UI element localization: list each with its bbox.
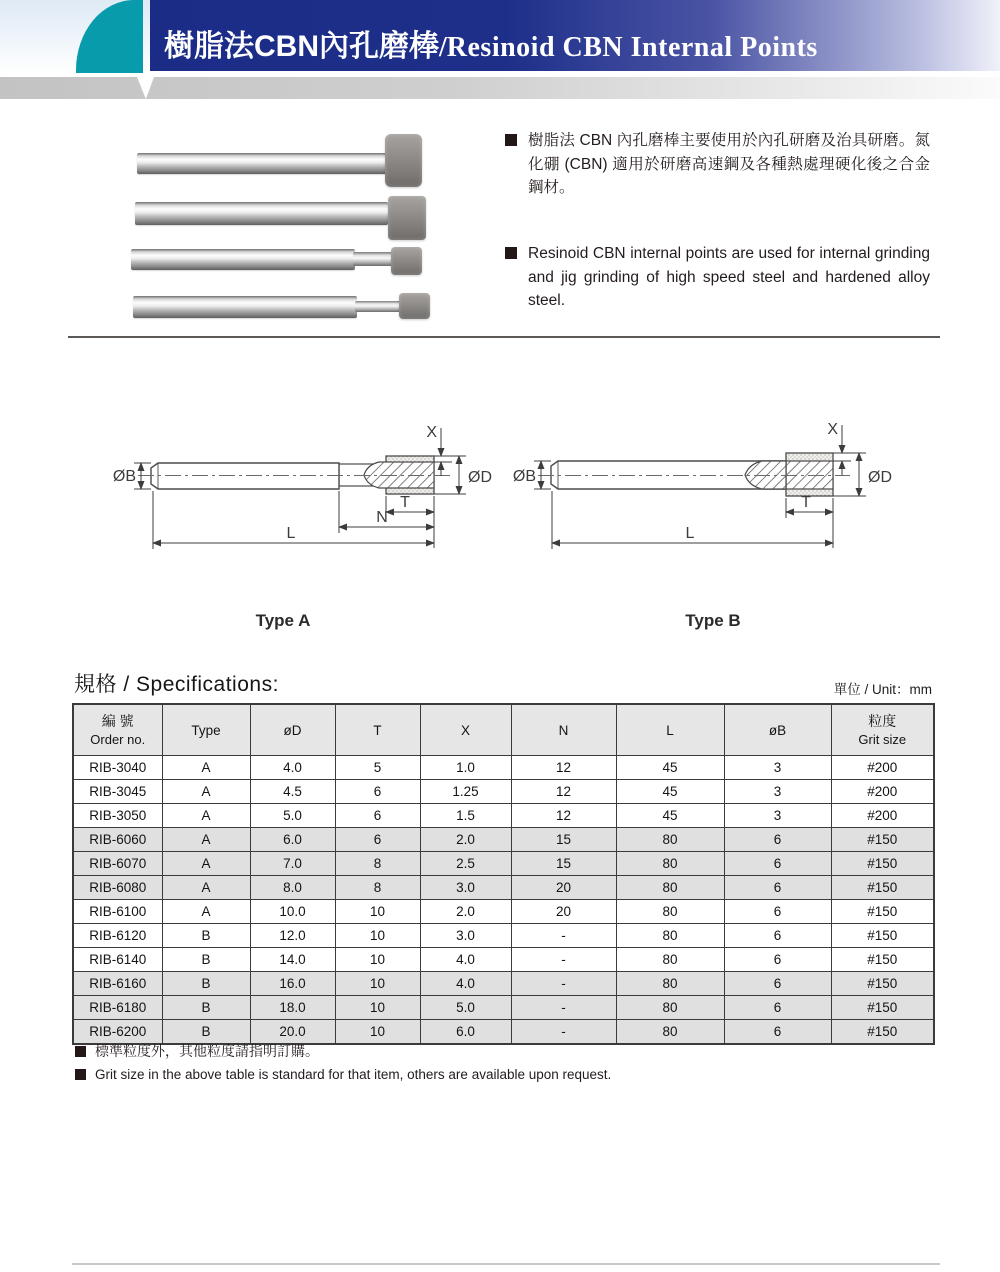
table-cell-x: 5.0 [420, 996, 511, 1020]
bullet-square-icon [75, 1069, 86, 1080]
specs-table-body [73, 756, 934, 1045]
table-cell-type: B [162, 972, 250, 996]
table-cell-d: 6.0 [250, 828, 335, 852]
specifications-heading [74, 668, 279, 698]
column-header-grit-zh: 粒度 [868, 712, 897, 729]
table-cell-b: 3 [724, 780, 831, 804]
table-row [73, 924, 934, 948]
table-cell-l: 80 [616, 948, 724, 972]
table-cell-grit: #150 [831, 852, 934, 876]
intro-paragraph-zh: 樹脂法 CBN 內孔磨棒主要使用於內孔研磨及治具研磨。氮化硼 (CBN) 適用於研磨高速鋼及各種熱處理硬化後之合金鋼材。 [528, 132, 930, 197]
table-cell-type: B [162, 1020, 250, 1045]
tool-1-grinding-head [385, 134, 422, 187]
table-cell-x: 4.0 [420, 948, 511, 972]
table-cell-t: 8 [335, 852, 420, 876]
table-cell-grit: #150 [831, 900, 934, 924]
type-a-diagram [113, 424, 492, 630]
table-cell-type: A [162, 804, 250, 828]
table-cell-type: B [162, 924, 250, 948]
tool-3-neck [353, 252, 393, 266]
column-header-grit-size [831, 704, 934, 756]
column-header-order-no-zh: 編 號 [101, 712, 134, 729]
table-cell-t: 10 [335, 948, 420, 972]
table-cell-grit: #150 [831, 828, 934, 852]
table-cell-n: 15 [511, 828, 616, 852]
table-cell-d: 14.0 [250, 948, 335, 972]
table-cell-n: 12 [511, 756, 616, 780]
table-cell-l: 80 [616, 1020, 724, 1045]
table-cell-b: 6 [724, 1020, 831, 1045]
table-cell-order: RIB-6070 [73, 852, 162, 876]
table-cell-grit: #150 [831, 948, 934, 972]
dim-label-b-t: T [801, 494, 811, 511]
table-cell-n: 12 [511, 804, 616, 828]
title-banner [150, 0, 1000, 71]
table-cell-order: RIB-6100 [73, 900, 162, 924]
table-cell-l: 80 [616, 828, 724, 852]
tool-3-grinding-head [391, 247, 422, 275]
table-cell-n: 20 [511, 900, 616, 924]
table-row [73, 852, 934, 876]
dim-label-b-d: ØD [868, 469, 892, 486]
table-cell-order: RIB-6200 [73, 1020, 162, 1045]
table-cell-t: 6 [335, 780, 420, 804]
intro-paragraph-en: Resinoid CBN internal points are used for internal grinding and jig grinding of high speed steel and hardened alloy steel. [528, 245, 930, 310]
table-cell-type: A [162, 852, 250, 876]
bullet-square-icon [505, 134, 517, 146]
table-cell-l: 45 [616, 780, 724, 804]
table-cell-l: 80 [616, 924, 724, 948]
table-cell-grit: #200 [831, 756, 934, 780]
table-row [73, 780, 934, 804]
table-cell-l: 80 [616, 996, 724, 1020]
table-cell-t: 10 [335, 924, 420, 948]
specifications-heading-zh: 規格 [74, 673, 117, 696]
table-cell-grit: #150 [831, 876, 934, 900]
table-cell-x: 4.0 [420, 972, 511, 996]
type-a-caption: Type A [255, 611, 311, 630]
table-cell-d: 4.5 [250, 780, 335, 804]
table-row [73, 996, 934, 1020]
table-cell-d: 10.0 [250, 900, 335, 924]
bullet-square-icon [75, 1046, 86, 1057]
table-cell-n: - [511, 1020, 616, 1045]
table-cell-d: 7.0 [250, 852, 335, 876]
column-header-d: øD [250, 704, 335, 756]
dim-label-a-l: L [286, 525, 296, 542]
table-cell-type: B [162, 948, 250, 972]
table-cell-t: 8 [335, 876, 420, 900]
dim-label-b-l: L [685, 525, 695, 542]
footnote-en-text: Grit size in the above table is standard for that item, others are available upon request. [95, 1067, 612, 1082]
table-cell-grit: #150 [831, 972, 934, 996]
table-header-row [73, 704, 934, 756]
column-header-b: øB [724, 704, 831, 756]
table-cell-order: RIB-6180 [73, 996, 162, 1020]
column-header-t: T [335, 704, 420, 756]
table-cell-type: A [162, 876, 250, 900]
table-row [73, 804, 934, 828]
section-divider-line [68, 336, 940, 338]
table-cell-grit: #150 [831, 1020, 934, 1045]
table-cell-d: 20.0 [250, 1020, 335, 1045]
bottom-rule [72, 1263, 940, 1265]
table-cell-l: 80 [616, 852, 724, 876]
table-cell-b: 6 [724, 828, 831, 852]
table-cell-n: 20 [511, 876, 616, 900]
table-cell-grit: #200 [831, 780, 934, 804]
table-cell-order: RIB-6120 [73, 924, 162, 948]
table-row [73, 828, 934, 852]
table-cell-n: 12 [511, 780, 616, 804]
table-cell-type: A [162, 780, 250, 804]
column-header-order-no [73, 704, 162, 756]
table-cell-l: 45 [616, 804, 724, 828]
table-cell-b: 6 [724, 852, 831, 876]
type-b-diagram [513, 421, 892, 630]
table-cell-t: 10 [335, 900, 420, 924]
table-cell-grit: #200 [831, 804, 934, 828]
table-cell-x: 1.5 [420, 804, 511, 828]
table-cell-b: 6 [724, 924, 831, 948]
tool-4-grinding-head [399, 293, 430, 319]
dimension-diagrams [0, 390, 1000, 640]
table-cell-t: 6 [335, 804, 420, 828]
dim-label-b-x: X [827, 421, 838, 438]
table-cell-d: 4.0 [250, 756, 335, 780]
table-cell-type: A [162, 900, 250, 924]
dim-label-a-t: T [400, 494, 410, 511]
table-cell-n: - [511, 996, 616, 1020]
column-header-x: X [420, 704, 511, 756]
table-cell-b: 6 [724, 876, 831, 900]
table-cell-d: 16.0 [250, 972, 335, 996]
dim-label-a-d: ØD [468, 469, 492, 486]
table-cell-type: B [162, 996, 250, 1020]
specifications-heading-separator: / [117, 673, 137, 696]
dim-label-b-b: ØB [512, 468, 536, 485]
table-cell-d: 12.0 [250, 924, 335, 948]
table-cell-d: 18.0 [250, 996, 335, 1020]
footnote-zh [75, 1041, 319, 1061]
table-cell-b: 6 [724, 948, 831, 972]
table-cell-d: 5.0 [250, 804, 335, 828]
table-cell-order: RIB-6080 [73, 876, 162, 900]
type-b-caption: Type B [685, 611, 741, 630]
column-header-n: N [511, 704, 616, 756]
table-cell-grit: #150 [831, 924, 934, 948]
tool-1-shank [137, 153, 387, 174]
table-cell-x: 1.25 [420, 780, 511, 804]
table-row [73, 756, 934, 780]
specifications-table [72, 703, 935, 1045]
table-cell-n: - [511, 948, 616, 972]
table-row [73, 948, 934, 972]
table-row [73, 900, 934, 924]
column-header-l: L [616, 704, 724, 756]
column-header-grit-en: Grit size [858, 731, 907, 747]
unit-label: 單位 / Unit：mm [833, 682, 932, 697]
table-cell-order: RIB-6060 [73, 828, 162, 852]
table-cell-t: 10 [335, 996, 420, 1020]
table-cell-t: 5 [335, 756, 420, 780]
table-cell-t: 6 [335, 828, 420, 852]
dim-label-a-x: X [426, 424, 437, 441]
table-cell-b: 6 [724, 900, 831, 924]
table-row [73, 972, 934, 996]
table-cell-b: 6 [724, 972, 831, 996]
table-cell-d: 8.0 [250, 876, 335, 900]
table-cell-x: 2.5 [420, 852, 511, 876]
table-cell-l: 80 [616, 972, 724, 996]
table-cell-b: 6 [724, 996, 831, 1020]
column-header-order-no-en: Order no. [90, 731, 146, 747]
table-cell-n: - [511, 924, 616, 948]
table-cell-x: 2.0 [420, 900, 511, 924]
table-row [73, 876, 934, 900]
table-cell-type: A [162, 756, 250, 780]
bullet-square-icon [505, 247, 517, 259]
table-cell-order: RIB-6160 [73, 972, 162, 996]
table-cell-l: 80 [616, 876, 724, 900]
tool-4-neck [355, 301, 401, 312]
footnote-en [75, 1067, 611, 1082]
dim-label-a-b: ØB [112, 468, 136, 485]
table-cell-l: 80 [616, 900, 724, 924]
tool-2-grinding-head [388, 196, 426, 240]
tool-4-shank [133, 296, 357, 318]
table-cell-n: 15 [511, 852, 616, 876]
specifications-heading-en: Specifications: [136, 673, 279, 696]
footnote-zh-text: 標準粒度外，其他粒度請指明訂購。 [95, 1043, 319, 1059]
table-cell-n: - [511, 972, 616, 996]
table-cell-order: RIB-6140 [73, 948, 162, 972]
page-title-zh: 樹脂法CBN內孔磨棒 [164, 30, 439, 63]
table-cell-order: RIB-3050 [73, 804, 162, 828]
page-title-separator: / [439, 32, 447, 63]
table-cell-x: 1.0 [420, 756, 511, 780]
table-cell-order: RIB-3040 [73, 756, 162, 780]
table-cell-x: 3.0 [420, 924, 511, 948]
table-cell-l: 45 [616, 756, 724, 780]
page-title-en: Resinoid CBN Internal Points [446, 32, 818, 63]
table-cell-x: 3.0 [420, 876, 511, 900]
table-cell-grit: #150 [831, 996, 934, 1020]
table-cell-type: A [162, 828, 250, 852]
table-cell-t: 10 [335, 1020, 420, 1045]
table-cell-b: 3 [724, 756, 831, 780]
table-cell-b: 3 [724, 804, 831, 828]
table-cell-x: 2.0 [420, 828, 511, 852]
table-cell-x: 6.0 [420, 1020, 511, 1045]
table-cell-order: RIB-3045 [73, 780, 162, 804]
table-cell-t: 10 [335, 972, 420, 996]
tool-2-shank [135, 202, 388, 225]
tool-3-shank [131, 249, 355, 270]
column-header-type: Type [162, 704, 250, 756]
dim-label-a-n: N [376, 509, 388, 526]
